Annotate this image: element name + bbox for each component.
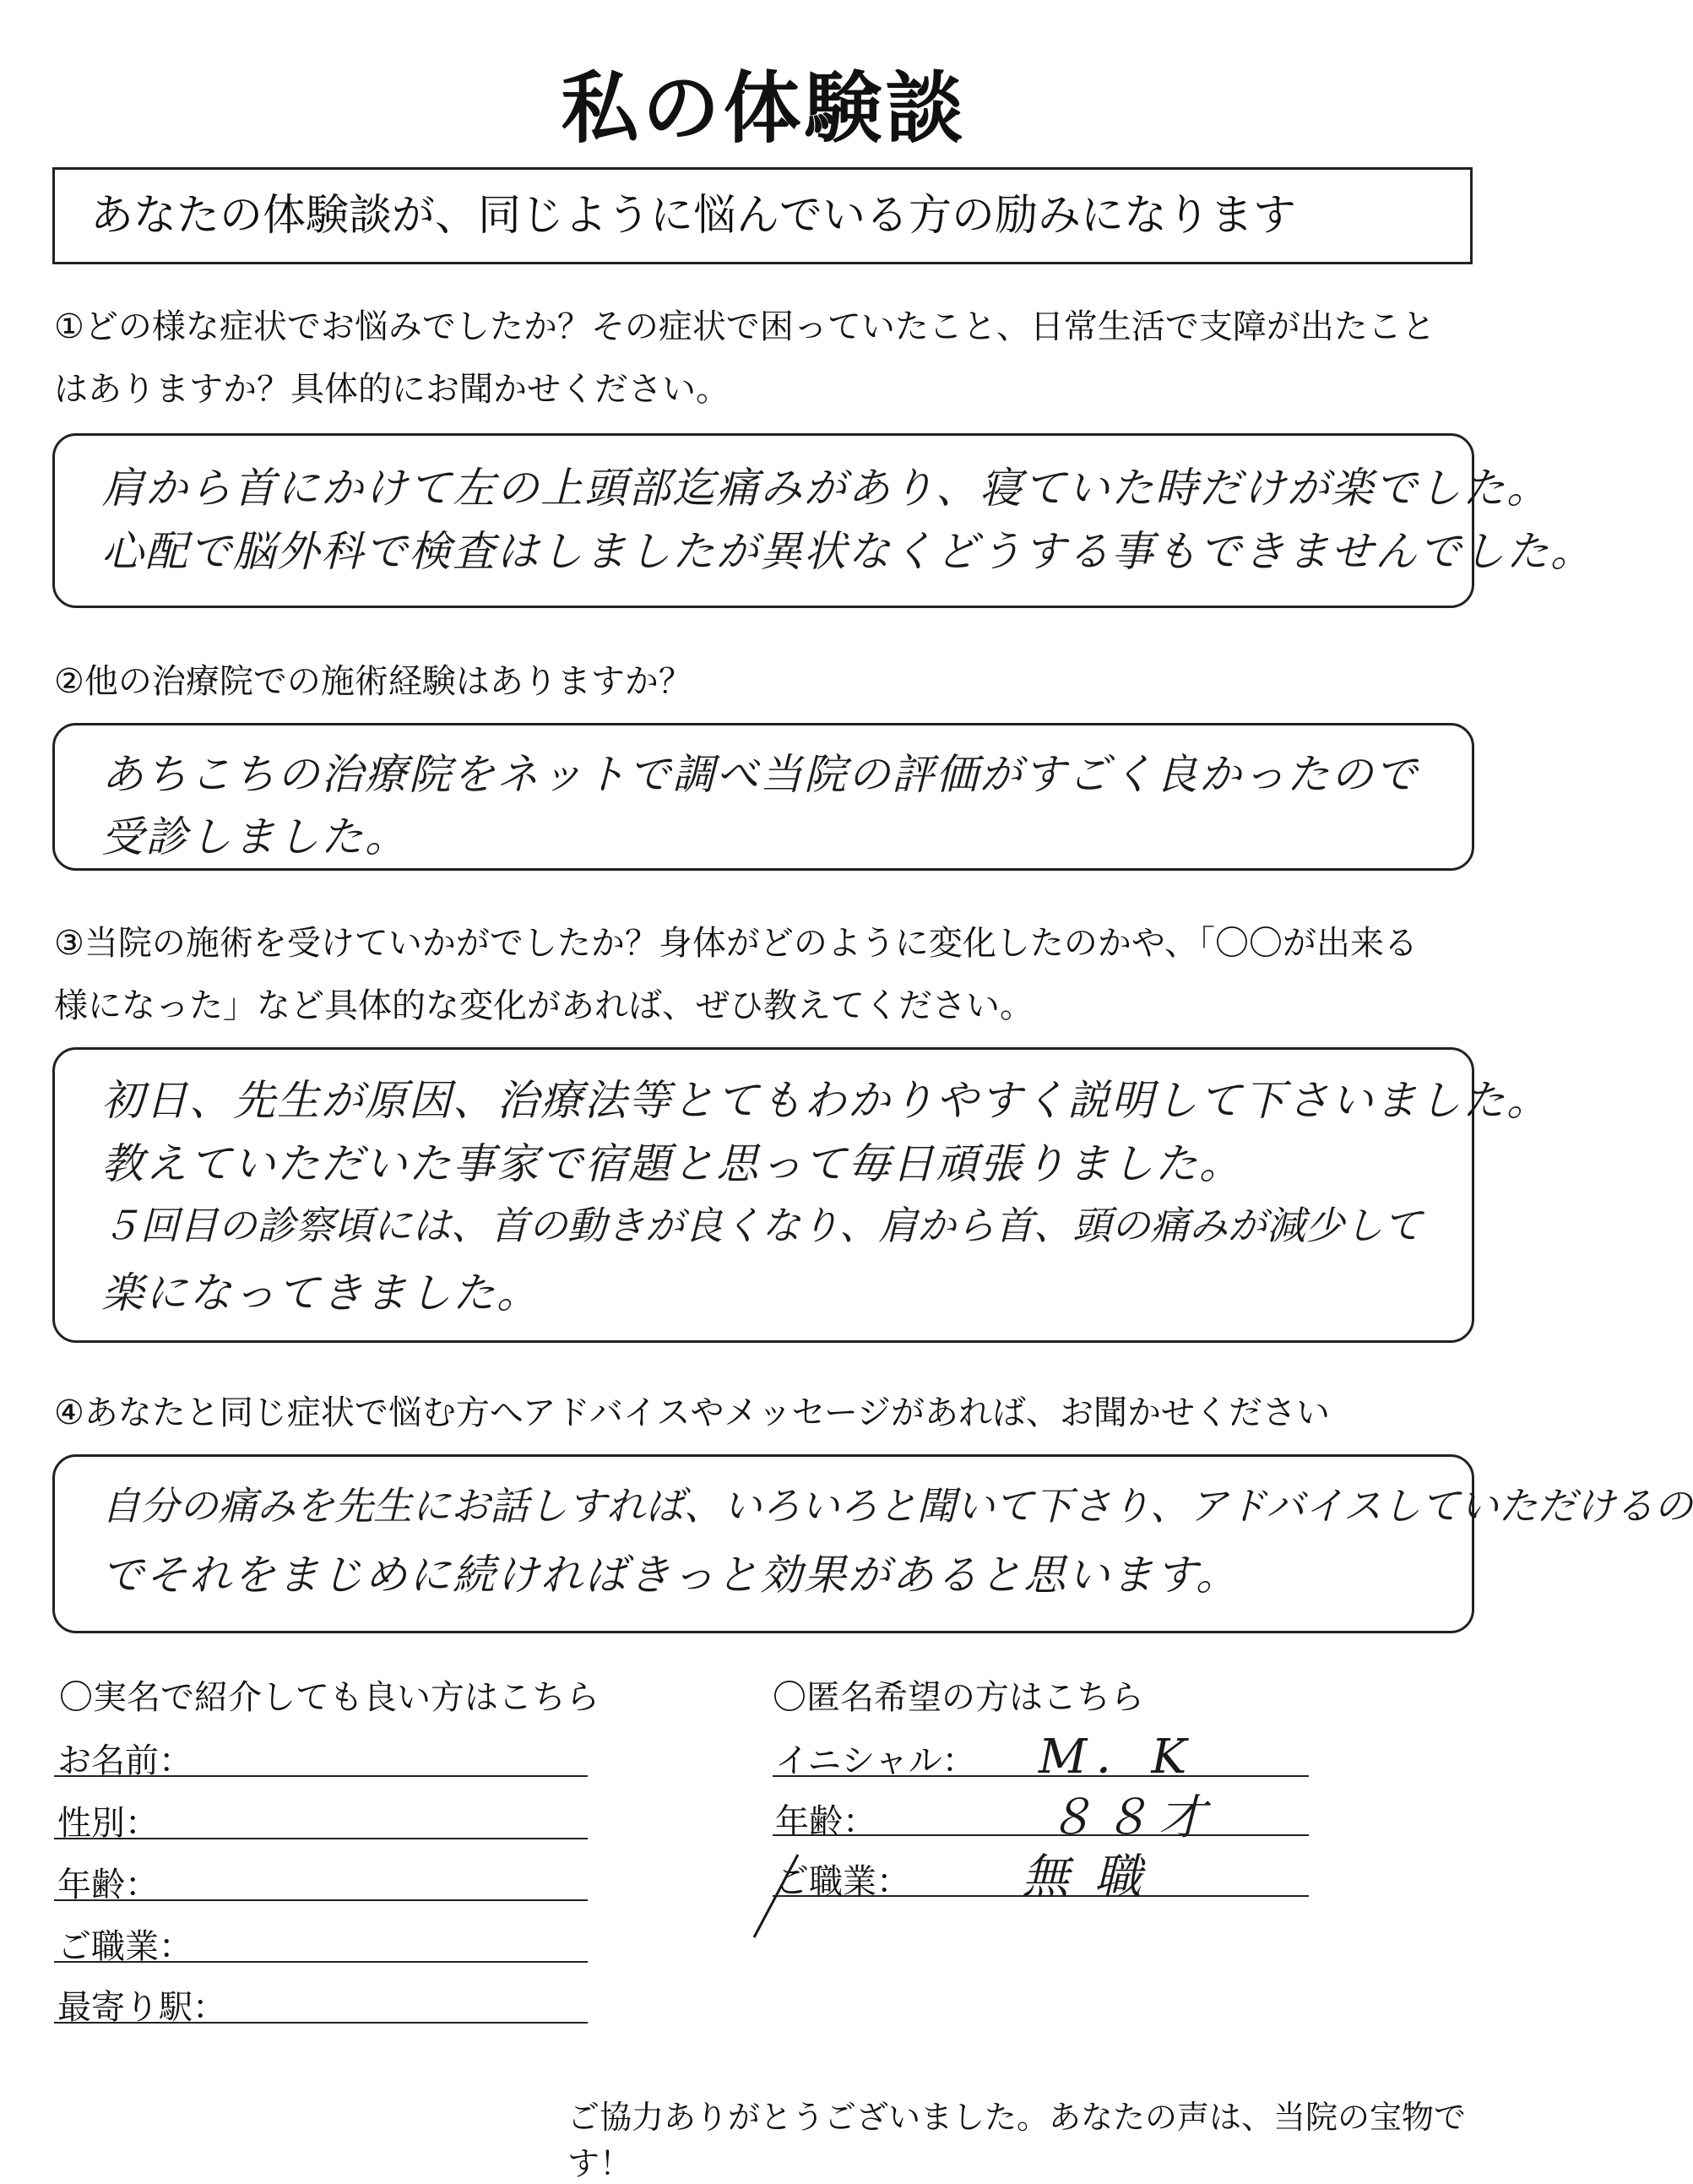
job-label-real: ご職業： xyxy=(57,1927,193,1966)
initial-label: イニシャル： xyxy=(775,1741,976,1780)
question-3-line-1: ③当院の施術を受けていかがでしたか？身体がどのように変化したのかや、「〇〇が出来る xyxy=(54,924,1419,963)
job-underline-anon[interactable] xyxy=(773,1895,1309,1897)
real-name-heading: 〇実名で紹介しても良い方はこちら xyxy=(59,1678,600,1717)
age-label-real: 年齢： xyxy=(57,1866,159,1904)
answer-3-line-3: ５回目の診察頃には、首の動きが良くなり、肩から首、頭の痛みが減少して xyxy=(101,1203,1422,1248)
question-3 xyxy=(54,912,1490,1037)
age-underline-real[interactable] xyxy=(54,1899,588,1901)
initial-underline[interactable] xyxy=(773,1775,1309,1777)
question-2 xyxy=(54,650,1490,713)
answer-box-4[interactable] xyxy=(52,1454,1693,1633)
answer-2-line-2: 受診しました。 xyxy=(101,812,409,861)
age-underline-anon[interactable] xyxy=(773,1834,1309,1836)
name-underline[interactable] xyxy=(54,1775,588,1777)
question-4-line-1: ④あなたと同じ症状で悩む方へアドバイスやメッセージがあれば、お聞かせください xyxy=(54,1394,1331,1432)
sex-underline[interactable] xyxy=(54,1838,588,1839)
question-1 xyxy=(54,296,1490,421)
answer-box-3[interactable] xyxy=(52,1047,1550,1343)
question-4 xyxy=(54,1382,1490,1444)
answer-3-line-2: 教えていただいた事家で宿題と思って毎日頑張りました。 xyxy=(101,1139,1243,1188)
page-title: 私の体験談 xyxy=(561,63,967,154)
anonymous-heading: 〇匿名希望の方はこちら xyxy=(773,1678,1144,1717)
answer-1-line-1: 肩から首にかけて左の上頭部迄痛みがあり、寝ていた時だけが楽でした。 xyxy=(101,464,1550,513)
answer-box-1[interactable] xyxy=(52,433,1594,608)
name-label: お名前： xyxy=(57,1741,193,1780)
question-3-line-2: 様になった」など具体的な変化があれば、ぜひ教えてください。 xyxy=(54,986,1034,1025)
age-label-anon: 年齢： xyxy=(775,1802,876,1841)
station-label: 最寄り駅： xyxy=(57,1988,226,2027)
answer-3-line-1: 初日、先生が原因、治療法等とてもわかりやすく説明して下さいました。 xyxy=(101,1076,1550,1125)
job-label-anon: ご職業： xyxy=(775,1862,910,1901)
job-value-anon: 無職 xyxy=(1022,1850,1167,1904)
job-underline-real[interactable] xyxy=(54,1961,588,1963)
answer-1-line-2: 心配で脳外科で検査はしましたが異状なくどうする事もできませんでした。 xyxy=(101,527,1594,576)
answer-box-2[interactable] xyxy=(52,723,1474,871)
question-1-line-1: ①どの様な症状でお悩みでしたか？その症状で困っていたこと、日常生活で支障が出たこと xyxy=(54,307,1435,346)
answer-3-line-4: 楽になってきました。 xyxy=(101,1269,540,1317)
age-value-anon: ８８才 xyxy=(1047,1790,1214,1845)
question-1-line-2: はありますか？具体的にお聞かせください。 xyxy=(54,370,730,409)
pen-stroke-mark xyxy=(747,1850,815,1942)
intro-banner: あなたの体験談が、同じように悩んでいる方の励みになります xyxy=(52,167,1473,264)
initial-value: M．K xyxy=(1039,1730,1196,1785)
footer-thanks: ご協力ありがとうございました。あなたの声は、当院の宝物です！ xyxy=(567,2099,1467,2182)
answer-4-line-2: でそれをまじめに続ければきっと効果があると思います。 xyxy=(101,1551,1240,1600)
answer-4-line-1: 自分の痛みを先生にお話しすれば、いろいろと聞いて下さり、アドバイスしていただけるの xyxy=(101,1483,1693,1529)
question-2-line-1: ②他の治療院での施術経験はありますか？ xyxy=(54,662,692,701)
station-underline[interactable] xyxy=(54,2022,588,2024)
answer-2-line-1: あちこちの治療院をネットで調べ当院の評価がすごく良かったので xyxy=(101,750,1419,799)
sex-label: 性別： xyxy=(57,1804,159,1843)
